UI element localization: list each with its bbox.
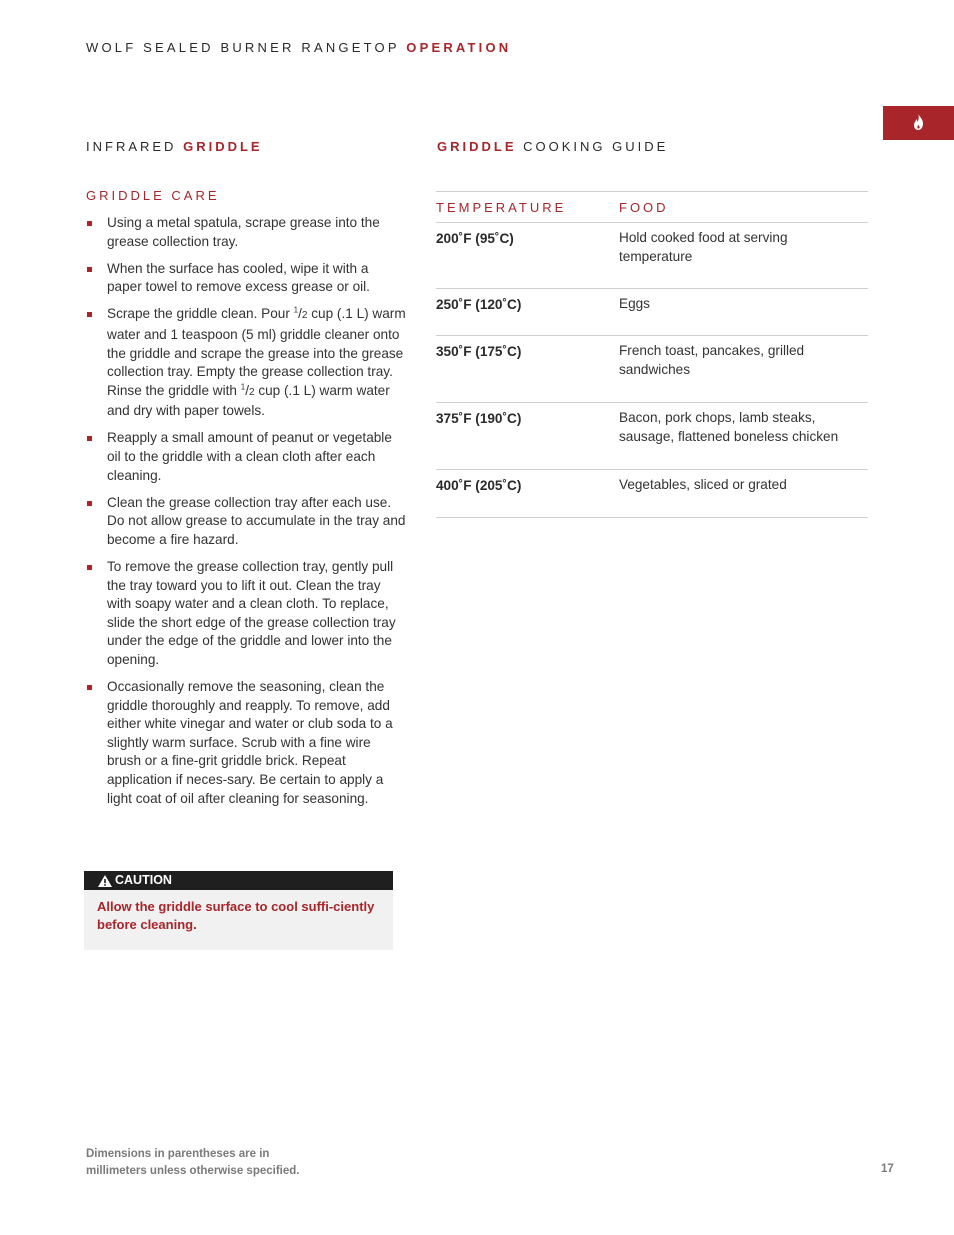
- food-cell: Hold cooked food at serving temperature: [619, 230, 788, 264]
- bullet-icon: [87, 267, 92, 272]
- page-number: 17: [881, 1163, 894, 1175]
- list-item: Occasionally remove the seasoning, clean the griddle thoroughly and reapply. To remove, add either white vinegar and water or club soda to a slightly warm surface. Scrub with a fine wire brush or a fine-grit griddle brick. Repeat application if neces-sary. Be certain to apply a light coat of oil after cleaning for seasoning.: [86, 678, 406, 808]
- bullet-icon: [87, 436, 92, 441]
- table-row: [436, 289, 868, 336]
- food-cell: French toast, pancakes, grilled sandwiches: [619, 343, 805, 377]
- list-item: Using a metal spatula, scrape grease into the grease collection tray.: [86, 214, 406, 251]
- header-title: WOLF SEALED BURNER RANGETOP: [86, 40, 400, 55]
- temperature-cell: 400˚F (205˚C): [436, 478, 522, 493]
- list-item: To remove the grease collection tray, gently pull the tray toward you to lift it out. Clean the tray with soapy water and a clean cloth. To replace, slide the short edge of the grease collection tray under the edge of the griddle and lower into the opening.: [86, 558, 406, 670]
- temperature-cell: 350˚F (175˚C): [436, 344, 522, 359]
- bullet-icon: [87, 501, 92, 506]
- section-heading-infrared-griddle: INFRARED GRIDDLE: [86, 139, 263, 154]
- list-item: Scrape the griddle clean. Pour $^1$/2 cup (.1 L) warm water and 1 teaspoon (5 ml) griddle cleaner onto the griddle and scrape the grease into the grease collection tray. Empty the grease collection tray. Rinse the griddle with $^1$/2 cup (.1 L) warm water and dry with paper towels.: [86, 305, 406, 421]
- table-row: [436, 470, 868, 518]
- table-header: [436, 192, 868, 223]
- table-row: [436, 336, 868, 403]
- list-item: When the surface has cooled, wipe it with a paper towel to remove excess grease or oil.: [86, 260, 406, 297]
- warning-icon: [98, 875, 112, 887]
- column-header-temperature: TEMPERATURE: [436, 200, 567, 215]
- food-cell: Vegetables, sliced or grated: [619, 477, 787, 492]
- section-heading-cooking-guide: GRIDDLE COOKING GUIDE: [437, 139, 669, 154]
- cooking-guide-table: [436, 191, 868, 518]
- flame-icon: [912, 114, 925, 131]
- bullet-icon: [87, 312, 92, 317]
- bullet-icon: [87, 221, 92, 226]
- temperature-cell: 250˚F (120˚C): [436, 297, 522, 312]
- table-row: [436, 403, 868, 470]
- griddle-care-list: [86, 214, 406, 817]
- temperature-cell: 200˚F (95˚C): [436, 231, 514, 246]
- column-header-food: FOOD: [619, 200, 669, 215]
- bullet-icon: [87, 685, 92, 690]
- header-section: OPERATION: [406, 40, 512, 55]
- caution-box: [84, 871, 393, 950]
- food-cell: Eggs: [619, 296, 650, 311]
- food-cell: Bacon, pork chops, lamb steaks, sausage, flattened boneless chicken: [619, 410, 839, 444]
- caution-bar: [84, 871, 393, 890]
- caution-text: Allow the griddle surface to cool suffi-ciently before cleaning.: [84, 890, 393, 950]
- bullet-icon: [87, 565, 92, 570]
- section-tab[interactable]: [883, 106, 954, 140]
- list-item: Reapply a small amount of peanut or vegetable oil to the griddle with a clean cloth after each cleaning.: [86, 429, 406, 485]
- subheading-griddle-care: GRIDDLE CARE: [86, 188, 220, 203]
- running-header: [86, 40, 511, 55]
- table-row: [436, 223, 868, 289]
- temperature-cell: 375˚F (190˚C): [436, 411, 522, 426]
- list-item: Clean the grease collection tray after each use. Do not allow grease to accumulate in the tray and become a fire hazard.: [86, 494, 406, 550]
- caution-label: CAUTION: [115, 873, 172, 887]
- footnote: Dimensions in parentheses are in millimeters unless otherwise specified.: [86, 1148, 300, 1177]
